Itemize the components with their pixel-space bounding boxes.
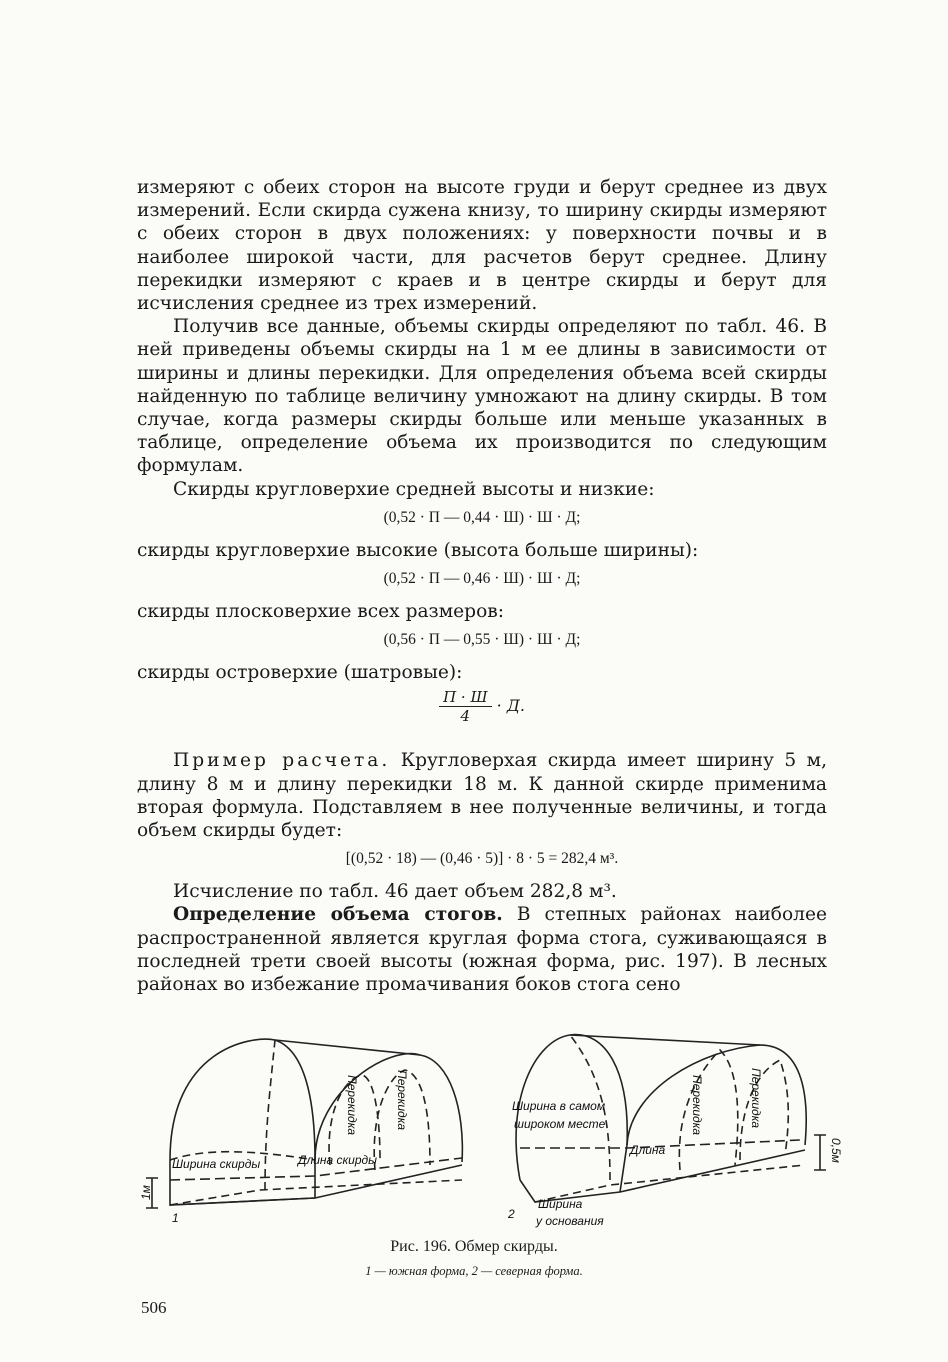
f2-overthrow-label-1: Перекидка bbox=[690, 1075, 704, 1136]
figure-subcaption: 1 — южная форма, 2 — северная форма. bbox=[365, 1264, 583, 1278]
f1-front-arch bbox=[170, 1039, 315, 1160]
example-text: Кругловерхая скирда имеет ширину 5 м, длину 8 м и длину перекидки 18 м. К данной скирде применима вторая формула. Подставляем в нее полученные величины, и тогда объем скирды будет: bbox=[137, 750, 827, 842]
f1-width-label: Ширина скирды bbox=[172, 1157, 261, 1171]
formula-4-numerator: П · Ш bbox=[439, 688, 492, 707]
f2-back-arch bbox=[627, 1045, 806, 1145]
f1-height-label: 1м bbox=[139, 1185, 153, 1200]
f2-base-label-1: Ширина bbox=[538, 1197, 583, 1211]
formula-4 bbox=[137, 688, 827, 725]
example-lead: Пример расчета. bbox=[173, 750, 391, 772]
paragraph-5: скирды плосковерхие всех размеров: bbox=[137, 601, 504, 623]
f2-overthrow-label-2: Перекидка bbox=[749, 1068, 763, 1129]
paragraph-4: скирды кругловерхие высокие (высота больше ширины): bbox=[137, 539, 699, 561]
f1-length-label: Длина скирды bbox=[298, 1153, 377, 1167]
formula-4-denominator: 4 bbox=[460, 707, 471, 726]
formula-3: (0,56 · П — 0,55 · Ш) · Ш · Д; bbox=[383, 631, 581, 649]
f2-base-label-2: у основания bbox=[536, 1214, 604, 1228]
f2-height-label: 0,5м bbox=[829, 1138, 843, 1163]
paragraph-8: Исчисление по табл. 46 дает объем 282,8 м³. bbox=[173, 881, 617, 903]
paragraph-9 bbox=[137, 903, 827, 996]
section-text: В степных районах наиболее распространенной является круглая форма стога, суживающаяся в последней трети своей высоты (южная форма, рис. 197). В лесных районах во избежание промачивания боков стога сено bbox=[137, 904, 827, 996]
figure-caption: Рис. 196. Обмер скирды. bbox=[390, 1238, 558, 1255]
f1-number: 1 bbox=[172, 1211, 179, 1225]
haystack-figure bbox=[139, 1030, 843, 1230]
page-text bbox=[137, 176, 827, 996]
paragraph-2: Получив все данные, объемы скирды определяют по табл. 46. В ней приведены объемы скирды на 1 м ее длины в зависимости от ширины и длины перекидки. Для определения объема всей скирды найденную по таблице величину умножают на длину скирды. В том случае, когда размеры скирды больше или меньше указанных в таблице, определение объема их производится по следующим формулам. bbox=[137, 316, 827, 477]
formula-4-tail: · Д. bbox=[496, 696, 525, 716]
f1-back-arch bbox=[315, 1054, 462, 1162]
f2-length-label: Длина bbox=[630, 1143, 666, 1157]
paragraph-1: измеряют с обеих сторон на высоте груди и берут среднее из двух измерений. Если скирда сужена книзу, то ширину скирды измеряют с обеих сторон в двух положениях: у поверхности почвы и в наиболее широкой части, для расчетов берут среднее. Длину перекидки измеряют с краев и в центре скирды и берут для исчисления среднее из трех измерений. bbox=[137, 177, 827, 315]
f2-width-label-1: Ширина в самом bbox=[512, 1099, 606, 1113]
f1-overthrow-label-1: Перекидка bbox=[345, 1075, 359, 1136]
paragraph-6: скирды островерхие (шатровые): bbox=[137, 662, 463, 684]
formula-5: [(0,52 · 18) — (0,46 · 5)] · 8 · 5 = 282,4 м³. bbox=[345, 850, 619, 868]
paragraph-3: Скирды кругловерхие средней высоты и низкие: bbox=[173, 478, 655, 500]
formula-2: (0,52 · П — 0,46 · Ш) · Ш · Д; bbox=[383, 570, 581, 588]
formula-1: (0,52 · П — 0,44 · Ш) · Ш · Д; bbox=[383, 508, 581, 526]
f2-number: 2 bbox=[508, 1207, 515, 1221]
f1-overthrow-label-2: Перекидка bbox=[395, 1070, 409, 1131]
paragraph-7 bbox=[137, 749, 827, 842]
f2-width-label-2: широком месте bbox=[514, 1117, 606, 1131]
section-lead: Определение объема стогов. bbox=[173, 904, 503, 926]
formula-4-fraction bbox=[439, 688, 492, 725]
page-number: 506 bbox=[141, 1298, 167, 1317]
